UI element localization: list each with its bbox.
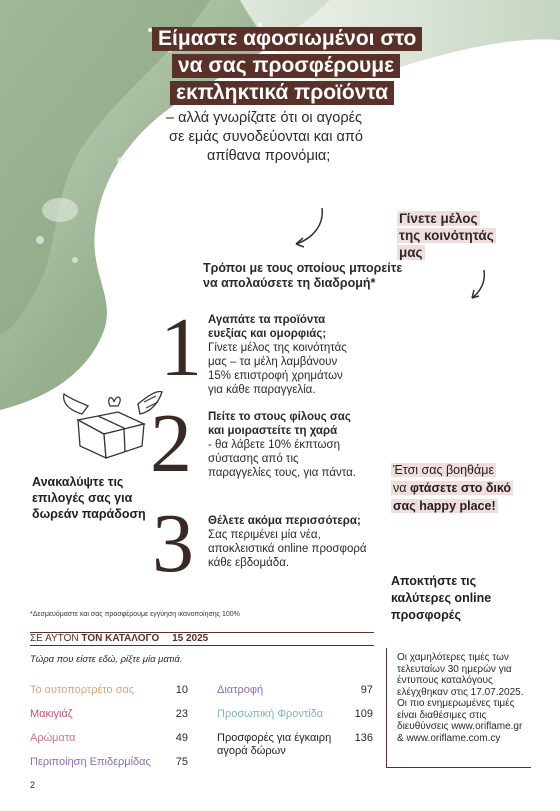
step-3-bold: Θέλετε ακόμα περισσότερα;	[208, 515, 361, 527]
toc-item-selfportrait[interactable]: Το αυτοπορτρέτο σας	[30, 684, 135, 696]
toc-page-nutrition: 97	[360, 684, 373, 696]
online-offers-line-2: καλύτερες online	[391, 591, 492, 605]
toc-page-makeup: 23	[175, 708, 188, 720]
online-offers-line-1: Αποκτήστε τις	[391, 574, 477, 588]
toc-page-skincare: 75	[175, 756, 188, 768]
toc-page-selfportrait: 10	[175, 684, 188, 696]
curved-arrow-right-icon	[466, 268, 490, 302]
happy-place-line-1: Έτσι σας βοηθάμε	[393, 463, 495, 477]
step-1-bold: Αγαπάτε τα προϊόντα ευεξίας και ομορφιάς;	[208, 314, 327, 340]
toc-item-nutrition[interactable]: Διατροφή	[217, 684, 264, 696]
online-offers-line-3: προσφορές	[391, 608, 461, 622]
page-number: 2	[30, 780, 36, 790]
toc-page-fragrances: 49	[175, 732, 188, 744]
toc-intro: Τώρα που είστε εδώ, ρίξτε μία ματιά.	[30, 654, 183, 665]
toc-item-gift-offers[interactable]: Προσφορές για έγκαιρη αγορά δώρων	[217, 732, 332, 757]
step-number-1: 1	[160, 301, 202, 394]
toc-item-skincare[interactable]: Περιποίηση Επιδερμίδας	[30, 756, 151, 768]
ways-title: Τρόποι με τους οποίους μπορείτε να απολαύσετε τη διαδρομή*	[203, 261, 403, 290]
footnote: *Δεσμευόμαστε και σας προσφέρουμε εγγύηση ικανοποίησης 100%	[30, 611, 240, 618]
member-callout-line-3: μας	[399, 245, 423, 260]
headline-line-3: εκπληκτικά προϊόντα	[170, 81, 394, 105]
toc-item-personal-care[interactable]: Προσωπική Φροντίδα	[217, 708, 324, 720]
subheadline-line-1: – αλλά γνωρίζατε ότι οι αγορές	[166, 110, 363, 126]
curved-arrow-down-icon	[288, 206, 328, 250]
step-2-bold: Πείτε το στους φίλους σας και μοιραστείτε τη χαρά	[208, 411, 351, 437]
step-3-text	[208, 514, 388, 570]
step-1-body: Γίνετε μέλος της κοινότητάς μας – τα μέλη λαμβάνουν 15% επιστροφή χρημάτων για κάθε παραγγελία.	[208, 342, 347, 396]
headline-line-1: Είμαστε αφοσιωμένοι στο	[152, 27, 422, 51]
step-2-text	[208, 410, 358, 480]
step-3-body: Σας περιμένει μία νέα, αποκλειστικά online προσφορά κάθε εβδομάδα.	[208, 529, 367, 569]
headline-line-2: να σας προσφέρουμε	[172, 54, 400, 78]
member-callout-line-2: της κοινότητάς	[399, 228, 494, 243]
subheadline-line-3: απίθανα προνόμια;	[207, 148, 331, 164]
subheadline-line-2: σε εμάς συνοδεύονται και από	[169, 129, 363, 145]
toc-header	[30, 632, 374, 646]
toc-label-bold: ΤΟΝ ΚΑΤΑΛΟΓΟ	[81, 633, 160, 644]
step-number-2: 2	[150, 397, 192, 490]
step-number-3: 3	[152, 497, 194, 590]
toc-page-personal-care: 109	[354, 708, 373, 720]
member-callout-line-1: Γίνετε μέλος	[399, 211, 478, 226]
toc-catalog-no: 15 2025	[172, 633, 209, 644]
happy-place-line-3: σας happy place!	[393, 499, 496, 513]
step-1-text	[208, 313, 360, 397]
happy-place-line-2: να φτάσετε στο δικό	[393, 481, 512, 495]
toc-label-light: ΣΕ ΑΥΤΟΝ	[30, 633, 82, 644]
step-2-body: - θα λάβετε 10% έκπτωση σύστασης από τις παραγγελίες τους, για πάντα.	[208, 439, 356, 479]
toc-item-fragrances[interactable]: Αρώματα	[30, 732, 76, 744]
price-info-box: Οι χαμηλότερες τιμές των τελευταίων 30 ημερών για έντυπους καταλόγους ελέγχθηκαν στις 17.07.2025. Οι πιο ενημερωμένες τιμές είναι διαθέσιμες στις διευθύνσεις www.oriflame.gr & www.oriflame.com.cy	[386, 648, 531, 768]
gift-box-wings-icon	[58, 384, 168, 464]
toc-page-gift-offers: 136	[354, 732, 373, 744]
toc-item-makeup[interactable]: Μακιγιάζ	[30, 708, 73, 720]
free-delivery-text: Ανακαλύψτε τις επιλογές σας για δωρεάν παράδοση	[32, 475, 146, 521]
